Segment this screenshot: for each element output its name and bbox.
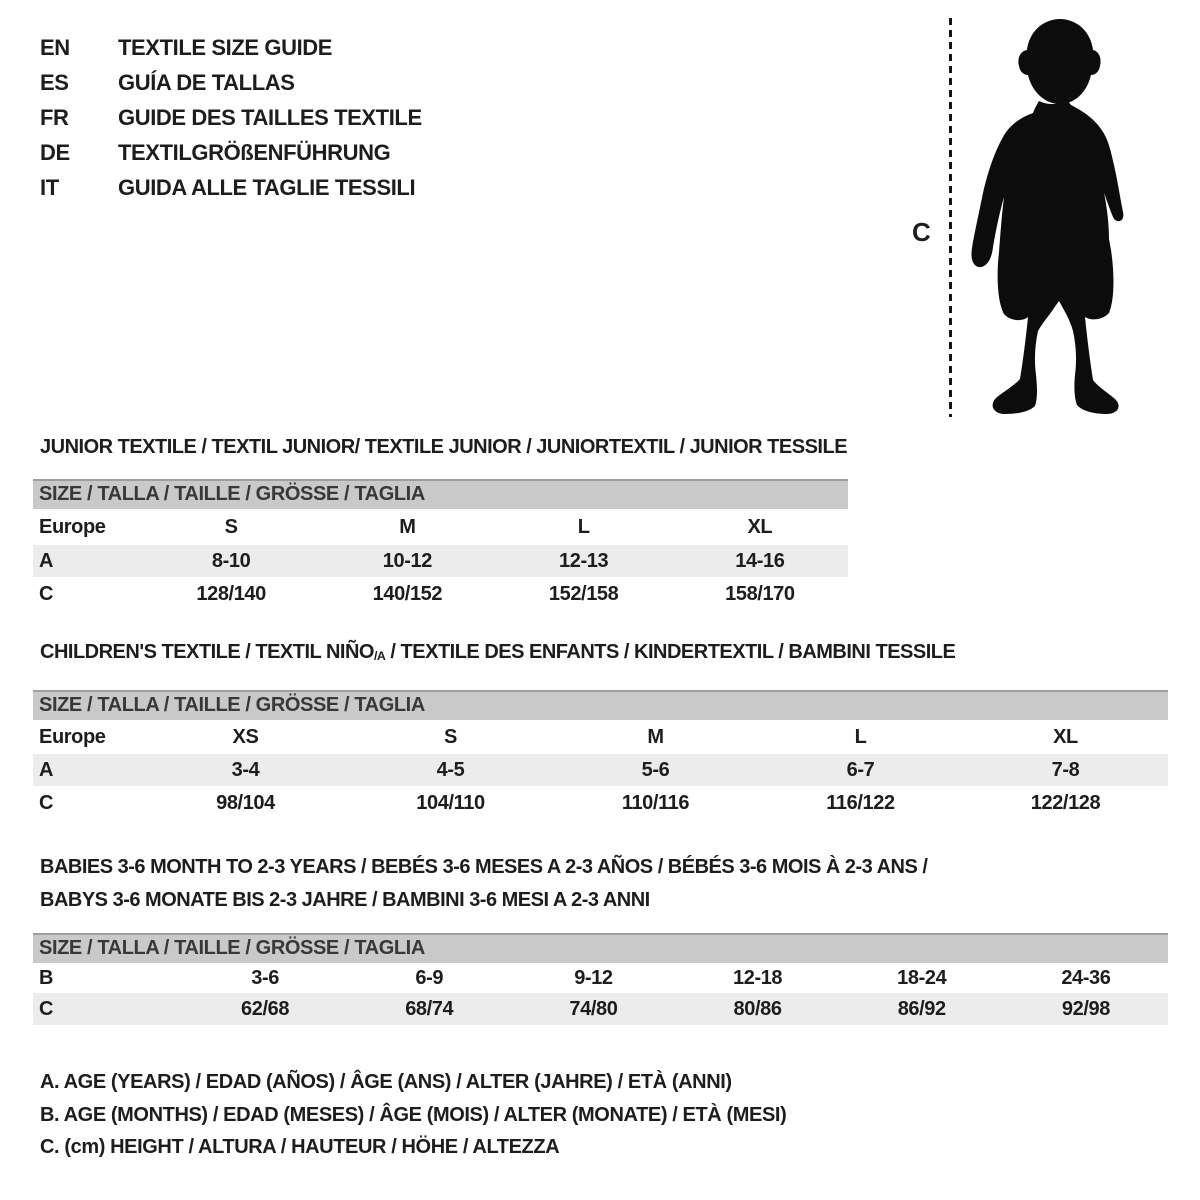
row-label: B (39, 966, 54, 989)
legend-line-a: A. AGE (YEARS) / EDAD (AÑOS) / ÂGE (ANS) / ALTER (JAHRE) / ETÀ (ANNI) (40, 1071, 732, 1093)
row-label: A (39, 549, 54, 572)
children-title-sub: /A (373, 649, 386, 663)
cell: 128/140 (196, 582, 266, 605)
col-header: S (224, 515, 238, 538)
size-header-banner (33, 933, 1168, 963)
lang-row-it (40, 170, 422, 205)
cell: 5-6 (641, 758, 670, 781)
lang-code: FR (40, 104, 69, 130)
table-row-region (33, 509, 848, 545)
lang-label: TEXTILE SIZE GUIDE (118, 34, 333, 60)
row-label: C (39, 582, 54, 605)
lang-row-es (40, 65, 422, 100)
cell: 140/152 (372, 582, 443, 605)
table-row-height (33, 577, 848, 611)
lang-code: ES (40, 69, 69, 95)
col-header: M (647, 725, 664, 748)
row-label: C (39, 997, 54, 1020)
table-row-age-months (33, 963, 1168, 993)
table-row-age (33, 545, 848, 577)
row-label: A (39, 758, 54, 781)
lang-row-de (40, 135, 422, 170)
col-header: XL (1053, 725, 1078, 748)
table-row-region (33, 720, 1168, 754)
height-measure-line (949, 18, 952, 417)
lang-label: TEXTILGRÖßENFÜHRUNG (118, 139, 391, 165)
cell: 3-4 (231, 758, 260, 781)
cell: 104/110 (416, 791, 485, 814)
region-label: Europe (39, 515, 106, 538)
cell: 24-36 (1061, 966, 1111, 989)
lang-label: GUIDE DES TAILLES TEXTILE (118, 104, 422, 130)
lang-code: EN (40, 34, 70, 60)
babies-title-line2: BABYS 3-6 MONATE BIS 2-3 JAHRE / BAMBINI 3-6 MESI A 2-3 ANNI (40, 889, 650, 911)
legend-line-c: C. (cm) HEIGHT / ALTURA / HAUTEUR / HÖHE / ALTEZZA (40, 1136, 560, 1158)
cell: 18-24 (897, 966, 947, 989)
legend-line-b: B. AGE (MONTHS) / EDAD (MESES) / ÂGE (MOIS) / ALTER (MONATE) / ETÀ (MESI) (40, 1103, 787, 1126)
cell: 116/122 (826, 791, 895, 814)
cell: 14-16 (735, 549, 785, 572)
cell: 3-6 (251, 966, 279, 989)
cell: 8-10 (211, 549, 251, 572)
children-size-table (33, 690, 1168, 820)
children-title-text: CHILDREN'S TEXTILE / TEXTIL NIÑO (40, 641, 374, 663)
table-row-height (33, 786, 1168, 820)
cell: 62/68 (241, 997, 290, 1020)
size-header-banner (33, 479, 848, 509)
col-header: L (577, 515, 590, 538)
row-label: C (39, 791, 54, 814)
col-header: S (444, 725, 457, 748)
cell: 6-9 (415, 966, 444, 989)
babies-size-table (33, 933, 1168, 1025)
cell: 4-5 (436, 758, 465, 781)
height-measure-label: C (912, 217, 931, 247)
cell: 12-13 (559, 549, 609, 572)
size-header-banner (33, 690, 1168, 720)
table-row-age (33, 754, 1168, 786)
col-header: L (854, 725, 867, 748)
lang-code: DE (40, 139, 70, 165)
junior-size-table (33, 479, 848, 611)
legend (40, 1071, 786, 1169)
language-header (40, 30, 422, 205)
size-header-label: SIZE / TALLA / TAILLE / GRÖSSE / TAGLIA (39, 937, 425, 959)
cell: 158/170 (725, 582, 795, 605)
babies-title-line1: BABIES 3-6 MONTH TO 2-3 YEARS / BEBÉS 3-6 MESES A 2-3 AÑOS / BÉBÉS 3-6 MOIS À 2-3 ANS / (40, 856, 928, 878)
cell: 6-7 (846, 758, 875, 781)
babies-section-title (40, 851, 927, 917)
size-header-label: SIZE / TALLA / TAILLE / GRÖSSE / TAGLIA (39, 694, 425, 716)
lang-code: IT (40, 174, 59, 200)
lang-label: GUÍA DE TALLAS (118, 69, 295, 95)
table-row-height (33, 993, 1168, 1025)
lang-row-fr (40, 100, 422, 135)
cell: 152/158 (548, 582, 619, 605)
cell: 98/104 (216, 791, 275, 814)
cell: 92/98 (1061, 997, 1110, 1020)
cell: 10-12 (382, 549, 432, 572)
cell: 122/128 (1030, 791, 1101, 814)
cell: 12-18 (733, 966, 783, 989)
cell: 9-12 (574, 966, 613, 989)
size-header-label: SIZE / TALLA / TAILLE / GRÖSSE / TAGLIA (39, 483, 425, 505)
cell: 74/80 (569, 997, 618, 1020)
cell: 80/86 (733, 997, 782, 1020)
junior-section-title: JUNIOR TEXTILE / TEXTIL JUNIOR/ TEXTILE JUNIOR / JUNIORTEXTIL / JUNIOR TESSILE (40, 436, 848, 458)
col-header: XL (747, 515, 773, 538)
cell: 68/74 (405, 997, 454, 1020)
col-header: XS (232, 725, 259, 748)
toddler-silhouette-icon (966, 16, 1138, 418)
cell: 110/116 (621, 791, 690, 814)
col-header: M (399, 515, 416, 538)
cell: 86/92 (897, 997, 946, 1020)
lang-label: GUIDA ALLE TAGLIE TESSILI (118, 174, 416, 200)
lang-row-en (40, 30, 422, 65)
region-label: Europe (39, 725, 106, 748)
children-title-text: / TEXTILE DES ENFANTS / KINDERTEXTIL / BAMBINI TESSILE (385, 641, 956, 663)
cell: 7-8 (1051, 758, 1080, 781)
children-section-title (40, 641, 955, 664)
